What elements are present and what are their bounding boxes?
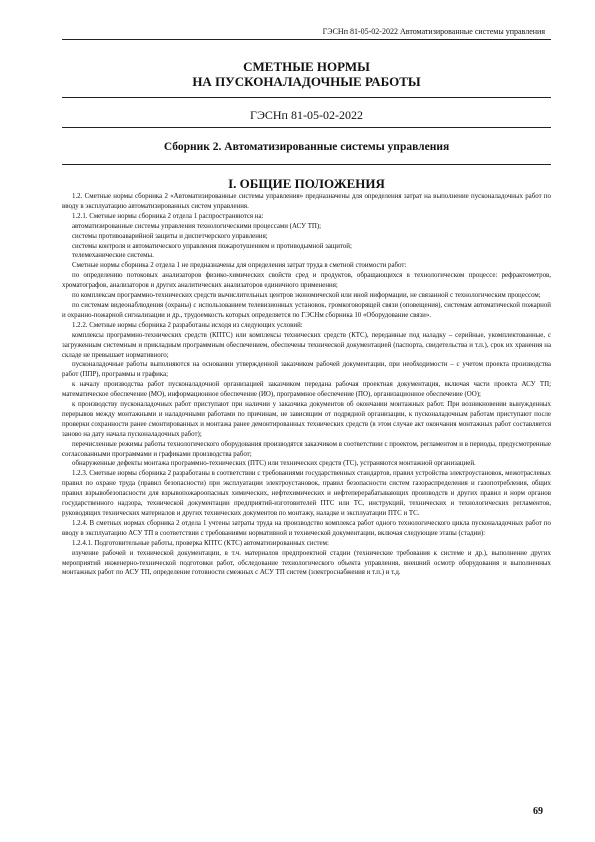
document-code: ГЭСНп 81-05-02-2022 bbox=[250, 108, 363, 122]
code-rule bbox=[62, 127, 551, 128]
paragraph: перечисленные режимы работы технологического оборудования производятся заказчиком в соответствии с проектом, регламентом и в периоды, предусмотренные согласованными программами и графиками производства работ; bbox=[62, 440, 551, 458]
collection-rule bbox=[62, 164, 551, 165]
paragraph: 1.2.3. Сметные нормы сборника 2 разработаны в соответствии с требованиями государственных стандартов, правил устройства электроустановок, межотраслевых правил по охране труда (правил безопасности) при эксплуатации электроустановок, правил безопасности систем газораспределения и газопотребления, общих правил взрывобезопасности для взрывопожароопасных химических, нефтехимических и нефтеперерабатывающих производств и других правил и норм органов государственного надзора, технической документации предприятий-изготовителей ПТС или ТС, инструкций, технических и технологических регламентов, руководящих технических материалов и других технических документов по монтажу, наладке и эксплуатации ПТС и ТС. bbox=[62, 470, 551, 517]
paragraph: Сметные нормы сборника 2 отдела 1 не предназначены для определения затрат труда в сметной стоимости работ: bbox=[72, 262, 407, 270]
body-text bbox=[62, 192, 551, 578]
header-rule bbox=[62, 39, 551, 40]
document-title-line-2: НА ПУСКОНАЛАДОЧНЫЕ РАБОТЫ bbox=[192, 74, 421, 89]
paragraph: системы контроля и автоматического управления пожаротушением и противодымной защитой; bbox=[72, 242, 352, 250]
paragraph: по комплексам программно-технических средств вычислительных центров экономической или иной информации, не связанной с технологическим процессом; bbox=[72, 292, 541, 300]
paragraph: 1.2.4. В сметных нормах сборника 2 отдела 1 учтены затраты труда на производство комплекса работ одного технологического цикла пусконаладочных работ по вводу в эксплуатацию АСУ ТП в соответствии с требованиями нормативной и технической документации, включая следующие этапы (стадии): bbox=[62, 519, 551, 537]
paragraph: 1.2. Сметные нормы сборника 2 «Автоматизированные системы управления» предназначены для определения затрат на выполнение пусконаладочных работ по вводу в эксплуатацию автоматизированных систем управления. bbox=[62, 193, 551, 210]
document-title-line-1: СМЕТНЫЕ НОРМЫ bbox=[243, 59, 370, 74]
running-header: ГЭСНп 81-05-02-2022 Автоматизированные системы управления bbox=[322, 27, 545, 36]
paragraph: комплексы программно-технических средств (КПТС) или комплексы технических средств (КТС), переданные под наладку – серийные, укомплектованные, с загруженным системным и прикладным программным обеспечением, обеспечены технической документацией (паспорта, свидетельства и т.п.), срок их хранения на складе не превышает нормативного; bbox=[62, 331, 551, 359]
section-heading: I. ОБЩИЕ ПОЛОЖЕНИЯ bbox=[228, 176, 385, 191]
page-number: 69 bbox=[533, 806, 543, 817]
paragraph: телемеханические системы. bbox=[72, 252, 154, 260]
paragraph: обнаруженные дефекты монтажа программно-технических (ПТС) или технических средств (ТС), устраняются монтажной организацией. bbox=[72, 460, 476, 468]
paragraph: автоматизированные системы управления технологическими процессами (АСУ ТП); bbox=[72, 222, 322, 230]
paragraph: 1.2.1. Сметные нормы сборника 2 отдела 1 распространяются на: bbox=[72, 212, 264, 220]
title-rule bbox=[62, 97, 551, 98]
paragraph: к началу производства работ пусконаладочной организацией заказчиком передана рабочая проектная документация, включая части проекта АСУ ТП; математическое обеспечение (МО), информационное обеспечение (ИО), программное обеспечение (ПО), организационное обеспечение (ОО); bbox=[62, 381, 551, 399]
collection-title: Сборник 2. Автоматизированные системы управления bbox=[163, 141, 450, 153]
paragraph: системы противоаварийной защиты и диспетчерского управления; bbox=[72, 232, 268, 240]
paragraph: 1.2.2. Сметные нормы сборника 2 разработаны исходя из следующих условий: bbox=[72, 321, 303, 329]
paragraph: изучение рабочей и технической документации, в т.ч. материалов предпроектной стадии (технические требования к системе и др.), выполнение других мероприятий инженерно-технической подготовки работ, обследование технологического объекта управления, внешний осмотр оборудования и выполненных монтажных работ по АСУ ТП, определение готовности смежных с АСУ ТП систем (электроснабжения и т.п.) и т.д. bbox=[62, 549, 551, 577]
paragraph: к производству пусконаладочных работ приступают при наличии у заказчика документов об окончании монтажных работ. При возникновении вынужденных перерывов между монтажными и наладочными работами по причинам, не зависящим от подрядной организации, к пусконаладочным работам приступают после проверки сохранности ранее смонтированных и монтажа ранее демонтированных технических средств (в этом случае акт окончания монтажных работ составляется заново на дату начала пусконаладочных работ); bbox=[62, 401, 551, 438]
paragraph: по определению потоковых анализаторов физико-химических свойств сред и продуктов, обращающихся в технологическом процессе: рефрактометров, хроматографов, анализаторов и других аналитических анализаторов единичного применения; bbox=[62, 272, 551, 290]
paragraph: 1.2.4.1. Подготовительные работы, проверка КПТС (КТС) автоматизированных систем: bbox=[72, 539, 329, 547]
paragraph: пусконаладочные работы выполняются на основании утвержденной заказчиком рабочей документации, при необходимости – с учетом проекта производства работ (ППР), программы и графика; bbox=[62, 361, 551, 379]
paragraph: по системам видеонаблюдения (охраны) с использованием телевизионных установок, громкоговорящей связи (оповещения), системам автоматической пожарной и охранно-пожарной сигнализации и др., трудоемкость которых определяется по ГЭСНм сборника 10 «Оборудование связи». bbox=[62, 301, 551, 319]
